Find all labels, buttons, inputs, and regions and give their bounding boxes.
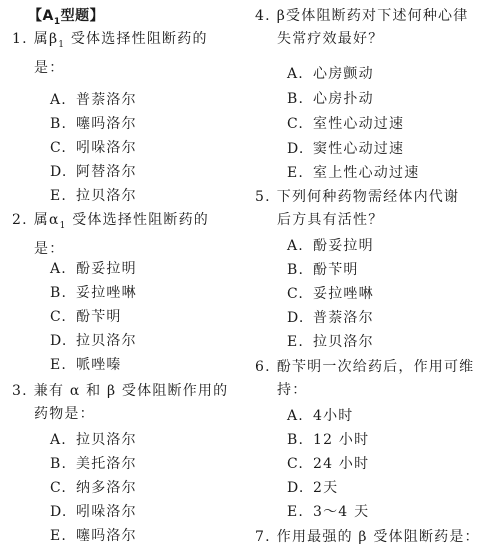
option-text: 噻吗洛尔 bbox=[76, 116, 137, 132]
option-letter: A. bbox=[50, 432, 67, 448]
option-text: 拉贝洛尔 bbox=[313, 334, 374, 350]
option-text: 室性心动过速 bbox=[313, 116, 405, 132]
option-text: 拉贝洛尔 bbox=[76, 432, 137, 448]
option-text: 12 小时 bbox=[313, 432, 370, 448]
option-letter: B. bbox=[287, 432, 305, 448]
option-letter: E. bbox=[287, 504, 305, 520]
option-letter: E. bbox=[50, 528, 68, 544]
option-text: 心房颤动 bbox=[313, 66, 374, 82]
question-5-stem-line1: 下列何种药物需经体内代谢 bbox=[276, 189, 460, 205]
question-6-stem-line2: 持： bbox=[277, 382, 308, 398]
option-letter: C. bbox=[50, 309, 68, 325]
option-letter: A. bbox=[287, 238, 304, 254]
option-text: 3～4 天 bbox=[313, 504, 370, 520]
option-letter: A. bbox=[287, 66, 304, 82]
option-letter: D. bbox=[287, 480, 305, 496]
question-4 bbox=[255, 5, 468, 51]
option-text: 妥拉唑啉 bbox=[313, 286, 374, 302]
option-letter: C. bbox=[50, 480, 68, 496]
option-text: 酚妥拉明 bbox=[313, 238, 374, 254]
option-letter: E. bbox=[287, 165, 305, 181]
question-2-stem-b: 受体选择性阻断药的 bbox=[66, 212, 210, 228]
question-6-option-c[interactable] bbox=[287, 453, 369, 476]
question-4-stem-line2: 失常疗效最好？ bbox=[277, 31, 384, 47]
question-4-option-b[interactable] bbox=[287, 88, 374, 111]
option-text: 拉贝洛尔 bbox=[76, 333, 137, 349]
option-letter: D. bbox=[50, 504, 68, 520]
question-1-stem-line2: 是： bbox=[34, 59, 65, 76]
option-letter: C. bbox=[287, 286, 305, 302]
question-1-option-d[interactable] bbox=[50, 161, 137, 184]
question-2-option-c[interactable] bbox=[50, 306, 122, 329]
question-6-stem-line1: 酚苄明一次给药后，作用可维 bbox=[276, 359, 475, 375]
question-3-option-e[interactable] bbox=[50, 525, 137, 548]
question-1-stem-a: 属β bbox=[33, 31, 59, 47]
question-3-option-c[interactable] bbox=[50, 477, 137, 500]
question-6-option-d[interactable] bbox=[287, 477, 338, 500]
section-title bbox=[28, 5, 104, 27]
question-2-stem-line2: 是： bbox=[34, 240, 65, 257]
option-letter: E. bbox=[50, 357, 68, 373]
question-6-option-b[interactable] bbox=[287, 429, 369, 452]
question-1-option-c[interactable] bbox=[50, 137, 137, 160]
option-text: 拉贝洛尔 bbox=[76, 188, 137, 204]
option-text: 4小时 bbox=[313, 408, 354, 424]
question-5 bbox=[255, 186, 459, 232]
question-4-option-e[interactable] bbox=[287, 162, 419, 185]
option-text: 普萘洛尔 bbox=[76, 92, 137, 108]
option-letter: C. bbox=[50, 140, 68, 156]
option-letter: D. bbox=[287, 310, 305, 326]
option-letter: E. bbox=[50, 188, 68, 204]
question-3-option-d[interactable] bbox=[50, 501, 137, 524]
question-4-option-a[interactable] bbox=[287, 63, 374, 86]
question-2-option-a[interactable] bbox=[50, 258, 137, 281]
question-6-option-e[interactable] bbox=[287, 501, 369, 524]
option-text: 酚苄明 bbox=[76, 309, 122, 325]
question-4-stem-line1: β受体阻断药对下述何种心律 bbox=[276, 8, 469, 24]
question-number: 6. bbox=[255, 359, 271, 375]
option-letter: D. bbox=[50, 164, 68, 180]
option-text: 酚妥拉明 bbox=[76, 261, 137, 277]
option-letter: B. bbox=[50, 116, 68, 132]
option-text: 阿替洛尔 bbox=[76, 164, 137, 180]
option-letter: A. bbox=[287, 408, 304, 424]
question-6 bbox=[255, 356, 474, 402]
question-1-sub: 1 bbox=[58, 39, 66, 50]
option-text: 普萘洛尔 bbox=[313, 310, 374, 326]
question-7 bbox=[255, 526, 480, 549]
option-text: 吲哚洛尔 bbox=[76, 504, 137, 520]
option-letter: C. bbox=[287, 456, 305, 472]
question-5-option-e[interactable] bbox=[287, 331, 374, 354]
option-text: 纳多洛尔 bbox=[76, 480, 137, 496]
option-text: 美托洛尔 bbox=[76, 456, 137, 472]
option-letter: D. bbox=[287, 141, 305, 157]
question-number: 3. bbox=[12, 383, 28, 399]
option-text: 酚苄明 bbox=[313, 262, 359, 278]
option-text: 2天 bbox=[313, 480, 339, 496]
section-title-sub: 1 bbox=[53, 16, 61, 27]
option-letter: B. bbox=[50, 285, 68, 301]
question-5-option-d[interactable] bbox=[287, 307, 374, 330]
option-letter: A. bbox=[50, 261, 67, 277]
question-5-option-a[interactable] bbox=[287, 235, 374, 258]
question-3-stem-line1: 兼有 α 和 β 受体阻断作用的 bbox=[33, 383, 229, 399]
question-2-sub: 1 bbox=[59, 220, 67, 231]
option-letter: E. bbox=[287, 334, 305, 350]
question-5-stem-line2: 后方具有活性？ bbox=[277, 212, 384, 228]
question-2-option-b[interactable] bbox=[50, 282, 137, 305]
option-text: 妥拉唑啉 bbox=[76, 285, 137, 301]
question-5-option-b[interactable] bbox=[287, 259, 359, 282]
option-text: 吲哚洛尔 bbox=[76, 140, 137, 156]
question-number: 5. bbox=[255, 189, 271, 205]
question-3-option-b[interactable] bbox=[50, 453, 137, 476]
section-title-prefix: 【A bbox=[28, 8, 54, 24]
question-2 bbox=[12, 209, 209, 261]
question-1-stem-b: 受体选择性阻断药的 bbox=[65, 31, 208, 47]
option-letter: C. bbox=[287, 116, 305, 132]
option-letter: A. bbox=[50, 92, 67, 108]
question-6-option-a[interactable] bbox=[287, 405, 354, 428]
question-1-option-e[interactable] bbox=[50, 185, 137, 208]
option-text: 室上性心动过速 bbox=[313, 165, 420, 181]
question-number: 1. bbox=[12, 31, 28, 47]
question-number: 7. bbox=[255, 529, 271, 545]
question-2-option-e[interactable] bbox=[50, 354, 122, 377]
question-number: 2. bbox=[12, 212, 28, 228]
question-3 bbox=[12, 380, 228, 426]
section-title-suffix: 型题】 bbox=[60, 8, 105, 24]
question-7-stem-line1: 作用最强的 β 受体阻断药是： bbox=[276, 529, 480, 545]
question-1-option-b[interactable] bbox=[50, 113, 137, 136]
question-3-option-a[interactable] bbox=[50, 429, 137, 452]
option-text: 窦性心动过速 bbox=[313, 141, 405, 157]
option-letter: B. bbox=[50, 456, 68, 472]
option-letter: B. bbox=[287, 262, 305, 278]
question-2-stem-a: 属α bbox=[33, 212, 60, 228]
question-5-option-c[interactable] bbox=[287, 283, 374, 306]
option-text: 噻吗洛尔 bbox=[76, 528, 137, 544]
question-1 bbox=[12, 28, 208, 80]
question-2-option-d[interactable] bbox=[50, 330, 137, 353]
question-4-option-d[interactable] bbox=[287, 138, 404, 161]
option-letter: D. bbox=[50, 333, 68, 349]
option-text: 24 小时 bbox=[313, 456, 370, 472]
question-3-stem-line2: 药物是： bbox=[34, 406, 95, 422]
option-letter: B. bbox=[287, 91, 305, 107]
question-4-option-c[interactable] bbox=[287, 113, 404, 136]
option-text: 哌唑嗪 bbox=[76, 357, 122, 373]
question-1-option-a[interactable] bbox=[50, 89, 137, 112]
option-text: 心房扑动 bbox=[313, 91, 374, 107]
question-number: 4. bbox=[255, 8, 271, 24]
